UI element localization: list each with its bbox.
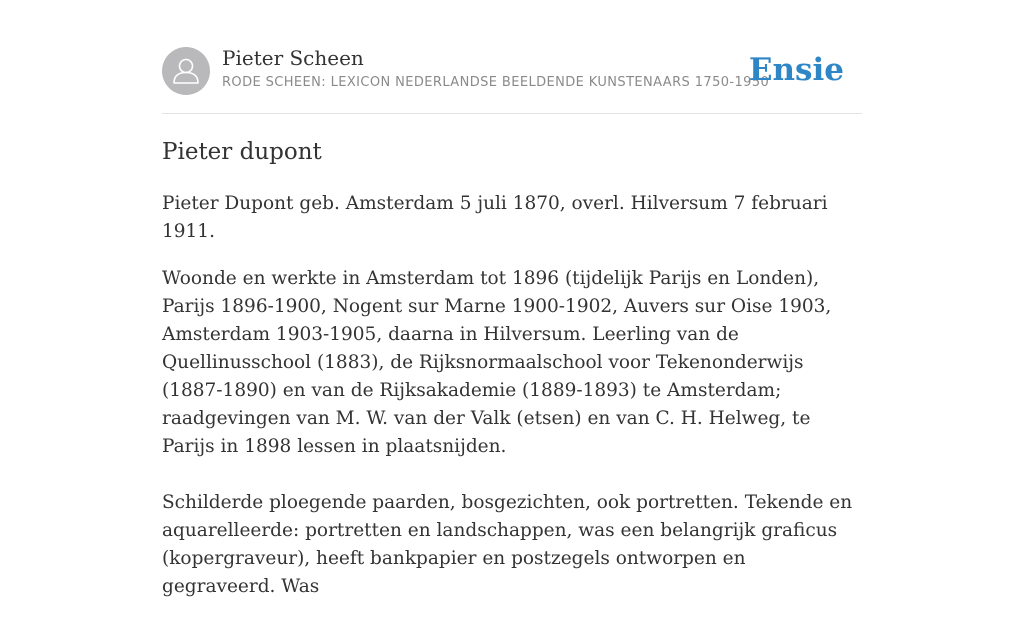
user-icon[interactable]: [162, 47, 210, 95]
author-name[interactable]: Pieter Scheen: [222, 46, 364, 70]
article-paragraph: Woonde en werkte in Amsterdam tot 1896 (tijdelijk Parijs en Londen), Parijs 1896-1900, Nogent sur Marne 1900-1902, Auvers sur Oise 1903, Amsterdam 1903-1905, daarna in Hilversum. Leerling van de Quellinusschool (1883), de Rijksnormaalschool voor Tekenonderwijs (1887-1890) en van de Rijksakademie (1889-1893) te Amsterdam; raadgevingen van M. W. van der Valk (etsen) en van C. H. Helweg, te Parijs in 1898 lessen in plaatsnijden. Schilderde ploegende paarden, bosgezichten, ook portretten. Tekende en aquarelleerde: portretten en landschappen, was een belangrijk graficus (kopergraveur), heeft bankpapier en postzegels ontworpen en gegraveerd. Was: [162, 268, 853, 597]
article-title: Pieter dupont: [162, 139, 322, 165]
article-header: [162, 46, 862, 96]
article-body: [162, 190, 862, 620]
ensie-logo[interactable]: Ensie: [748, 52, 844, 88]
header-divider: [162, 113, 862, 114]
article-paragraph: Pieter Dupont geb. Amsterdam 5 juli 1870, overl. Hilversum 7 februari 1911.: [162, 193, 828, 242]
source-label[interactable]: RODE SCHEEN: LEXICON NEDERLANDSE BEELDENDE KUNSTENAARS 1750-1950: [222, 75, 770, 90]
